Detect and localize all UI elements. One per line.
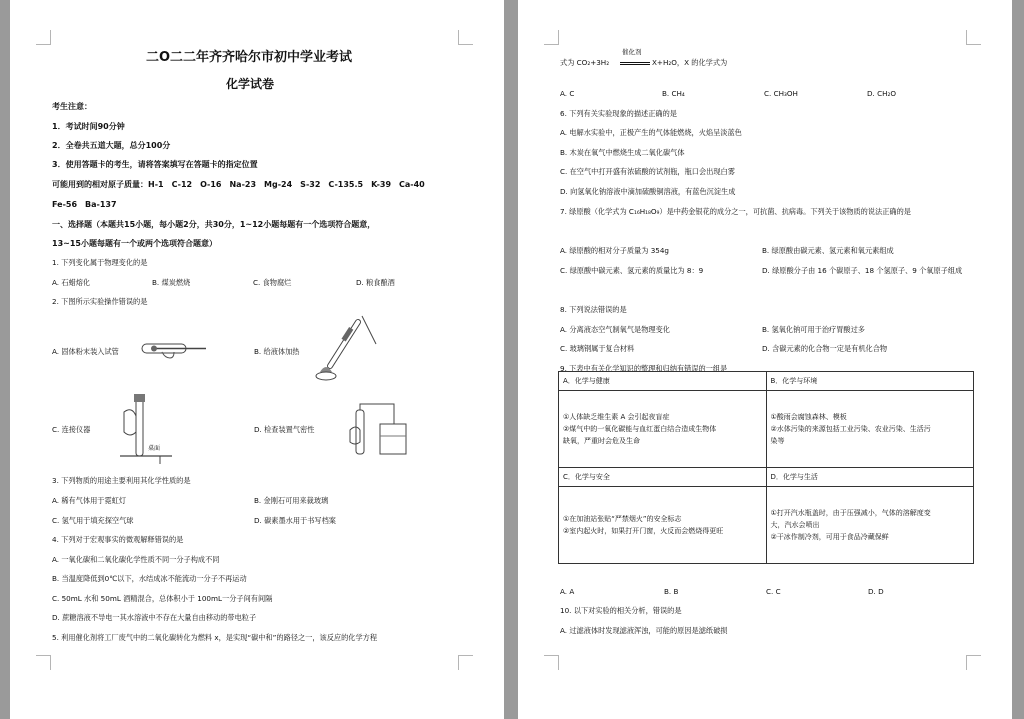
- exam-title: 二O二二年齐齐哈尔市初中学业考试: [146, 50, 353, 65]
- q5-option-a: A. C: [560, 89, 575, 98]
- q5-equation-right: X+H₂O，X 的化学式为: [652, 58, 728, 67]
- connecting-apparatus-figure: [120, 392, 184, 468]
- table-cell-b-head: B．化学与环境: [766, 372, 974, 391]
- table-cell-c-head: C．化学与安全: [559, 468, 767, 487]
- q6-option-c: C. 在空气中打开盛有浓硫酸的试剂瓶，瓶口会出现白雾: [560, 167, 735, 176]
- notice-heading: 考生注意：: [52, 102, 92, 111]
- question-3-stem: 3. 下列物质的用途主要利用其化学性质的是: [52, 476, 191, 485]
- exam-page-2: [518, 0, 1012, 719]
- section-heading: 一、选择题（本题共15小题，每小题2分，共30分，1~12小题每题有一个选项符合题意，: [52, 220, 376, 229]
- q2-option-d: D. 检查装置气密性: [254, 425, 315, 434]
- notice-item: 3．使用答题卡的考生，请将答案填写在答题卡的指定位置: [52, 160, 258, 169]
- question-6-stem: 6. 下列有关实验现象的描述正确的是: [560, 109, 677, 118]
- margin-corner-mark: [544, 655, 559, 670]
- table-cell-a-body: [559, 391, 767, 468]
- margin-corner-mark: [458, 655, 473, 670]
- table-line: ②室内起火时，如果打开门窗，火反而会燃烧得更旺: [563, 527, 724, 535]
- table-cell-d-body: [766, 487, 974, 564]
- table-line: ②水体污染的来源包括工业污染、农业污染、生活污: [770, 425, 931, 433]
- q1-option-d: D. 粮食酿酒: [356, 278, 395, 287]
- q5-option-b: B. CH₄: [662, 89, 685, 98]
- q3-option-d: D. 碳素墨水用于书写档案: [254, 516, 336, 525]
- question-1-stem: 1. 下列变化属于物理变化的是: [52, 258, 148, 267]
- catalyst-label: 催化剂: [622, 48, 642, 56]
- q8-option-d: D. 含碳元素的化合物一定是有机化合物: [762, 344, 888, 353]
- q3-option-a: A. 稀有气体用于霓虹灯: [52, 496, 127, 505]
- q2-option-b: B. 给液体加热: [254, 347, 300, 356]
- q9-option-d: D. D: [868, 587, 884, 596]
- q8-option-b: B. 氢氧化钠可用于治疗胃酸过多: [762, 325, 865, 334]
- q8-option-c: C. 玻璃钢属于复合材料: [560, 344, 635, 353]
- table-line: ①人体缺乏维生素 A 会引起夜盲症: [563, 413, 670, 421]
- notice-item: 2．全卷共五道大题，总分100分: [52, 141, 171, 150]
- question-2-stem: 2. 下图所示实验操作错误的是: [52, 297, 148, 306]
- table-cell-a-head: A．化学与健康: [559, 372, 767, 391]
- table-line: ②干冰作制冷剂，可用于食品冷藏保鲜: [770, 533, 889, 541]
- table-cell-b-body: [766, 391, 974, 468]
- margin-corner-mark: [966, 655, 981, 670]
- table-line: 染等: [770, 437, 785, 445]
- q9-option-a: A. A: [560, 587, 575, 596]
- figure-label-desk: 桌面: [148, 445, 161, 452]
- table-line: ①在加油站张贴“严禁烟火”的安全标志: [563, 515, 682, 523]
- q7-option-c: C. 绿原酸中碳元素、氢元素的质量比为 8：9: [560, 266, 704, 275]
- airtightness-check-figure: [350, 400, 410, 462]
- exam-subtitle: 化学试卷: [226, 77, 275, 91]
- q1-option-b: B. 煤炭燃烧: [152, 278, 191, 287]
- q3-option-b: B. 金刚石可用来裁玻璃: [254, 496, 329, 505]
- q6-option-b: B. 木炭在氧气中燃烧生成二氧化碳气体: [560, 148, 685, 157]
- q4-option-b: B. 当温度降低到0℃以下，水结成冰不能流动一分子不再运动: [52, 574, 247, 583]
- q2-option-a: A. 固体粉末装入试管: [52, 347, 119, 356]
- q9-option-c: C. C: [766, 587, 781, 596]
- q5-option-d: D. CH₂O: [867, 89, 897, 98]
- q2-option-c: C. 连接仪器: [52, 425, 91, 434]
- table-line: ①酸雨会腐蚀森林、模板: [770, 413, 847, 421]
- heating-liquid-figure: [310, 314, 380, 382]
- table-line: 缺氧，严重时会危及生命: [563, 437, 640, 445]
- table-line: ②煤气中的一氧化碳能与血红蛋白结合造成生物体: [563, 425, 717, 433]
- reaction-arrow: [620, 62, 650, 63]
- question-7-stem: 7. 绿原酸（化学式为 C₁₆H₁₈O₉）是中药金银花的成分之一，可抗菌、抗病毒。下列关于该物质的说法正确的是: [560, 207, 911, 216]
- notice-item: 1．考试时间90分钟: [52, 122, 125, 131]
- q9-option-b: B. B: [664, 587, 679, 596]
- margin-corner-mark: [544, 30, 559, 45]
- q7-option-d: D. 绿原酸分子由 16 个碳原子、18 个氢原子、9 个氧原子组成: [762, 266, 963, 275]
- q6-option-d: D. 向氢氧化钠溶液中滴加硫酸铜溶液，有蓝色沉淀生成: [560, 187, 736, 196]
- section-heading-cont: 13~15小题每题有一个或两个选项符合题意）: [52, 239, 217, 248]
- q6-option-a: A. 电解水实验中，正极产生的气体能燃烧，火焰呈淡蓝色: [560, 128, 742, 137]
- q4-option-d: D. 蔗糖溶液不导电一其水溶液中不存在大量自由移动的带电粒子: [52, 613, 257, 622]
- table-line: ①打开汽水瓶盖时，由于压强减小，气体的溶解度变: [770, 509, 931, 517]
- question-9-stem: 9. 下表中有关化学知识的整理和归纳有错误的一组是: [560, 364, 728, 373]
- q10-option-a: A. 过滤液体时发现滤液浑浊，可能的原因是滤纸破损: [560, 626, 728, 635]
- q1-option-a: A. 石蜡熔化: [52, 278, 91, 287]
- q8-option-a: A. 分离液态空气制氧气是物理变化: [560, 325, 670, 334]
- table-line: 大，汽水会喷出: [770, 521, 820, 529]
- atomic-masses: 可能用到的相对原子质量：H-1 C-12 O-16 Na-23 Mg-24 S-32 C-135.5 K-39 Ca-40: [52, 180, 425, 189]
- margin-corner-mark: [36, 30, 51, 45]
- table-cell-c-body: [559, 487, 767, 564]
- powder-test-tube-figure: [140, 336, 210, 361]
- question-4-stem: 4. 下列对于宏观事实的微观解释错误的是: [52, 535, 184, 544]
- q5-option-c: C. CH₃OH: [764, 89, 798, 98]
- margin-corner-mark: [966, 30, 981, 45]
- margin-corner-mark: [36, 655, 51, 670]
- q7-option-b: B. 绿原酸由碳元素、氢元素和氧元素组成: [762, 246, 894, 255]
- question-8-stem: 8. 下列说法错误的是: [560, 305, 627, 314]
- reaction-arrow: [620, 64, 650, 65]
- q1-option-c: C. 食物腐烂: [253, 278, 292, 287]
- question-5-stem: 5. 利用催化剂将工厂废气中的二氧化碳转化为燃料 x，是实现“碳中和”的路径之一，该反应的化学方程: [52, 633, 378, 642]
- question-10-stem: 10. 以下对实验的相关分析，错误的是: [560, 606, 682, 615]
- exam-page-1: [10, 0, 504, 719]
- q3-option-c: C. 氢气用于填充探空气球: [52, 516, 134, 525]
- q4-option-c: C. 50mL 水和 50mL 酒精混合，总体积小于 100mL一分子间有间隔: [52, 594, 273, 603]
- margin-corner-mark: [458, 30, 473, 45]
- table-cell-d-head: D．化学与生活: [766, 468, 974, 487]
- q4-option-a: A. 一氧化碳和二氧化碳化学性质不同一分子构成不同: [52, 555, 220, 564]
- q5-equation-left: 式为 CO₂+3H₂: [560, 58, 610, 67]
- atomic-masses-cont: Fe-56 Ba-137: [52, 200, 117, 209]
- knowledge-table: [558, 371, 974, 564]
- q7-option-a: A. 绿原酸的相对分子质量为 354g: [560, 246, 669, 255]
